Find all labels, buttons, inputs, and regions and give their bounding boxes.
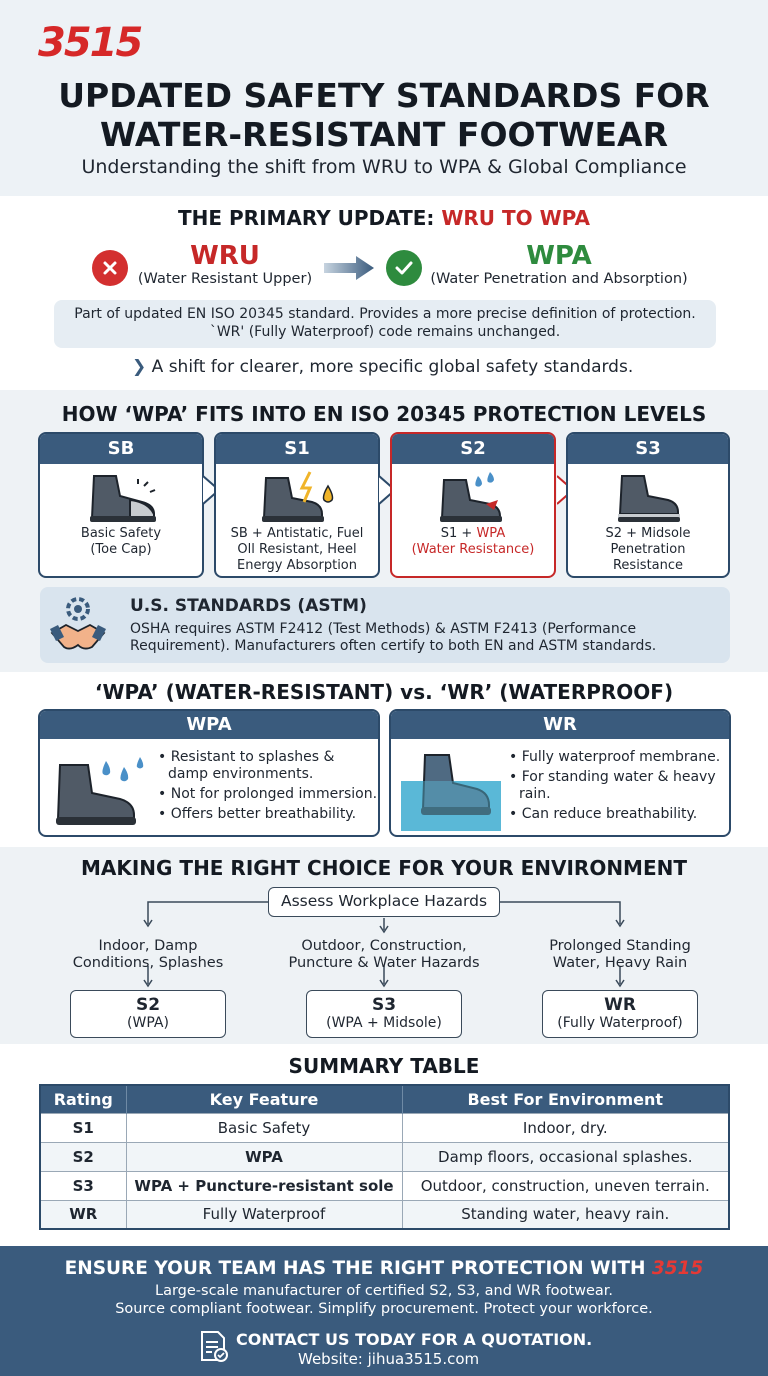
point-text: Resistant to splashes & damp environments. xyxy=(168,749,335,782)
note-line1: Part of updated EN ISO 20345 standard. Provides a more precise definition of protection. xyxy=(74,306,696,322)
new-code: WPA xyxy=(526,241,592,271)
level-desc-line2: (Toe Cap) xyxy=(90,542,152,557)
level-desc xyxy=(392,526,554,558)
footer-headline xyxy=(0,1258,768,1279)
boot-icon xyxy=(401,751,501,831)
point-text: Can reduce breathability. xyxy=(521,806,698,822)
footer-line1: Large-scale manufacturer of certified S2, S3, and WR footwear. xyxy=(154,1283,614,1299)
astm-line2: Requirement). Manufacturers often certify to both EN and ASTM standards. xyxy=(130,638,657,654)
levels-heading: HOW ‘WPA’ FITS INTO EN ISO 20345 PROTECTION LEVELS xyxy=(61,402,707,426)
outcome-code: S2 xyxy=(135,995,161,1015)
outcome-detail: (WPA) xyxy=(127,1015,169,1031)
heading-highlight: WRU TO WPA xyxy=(441,206,590,230)
branch-label-3 xyxy=(520,938,720,972)
cell-env: Outdoor, construction, uneven terrain. xyxy=(402,1171,729,1200)
outcome-code: WR xyxy=(604,995,636,1015)
note-line2: `WR' (Fully Waterproof) code remains unchanged. xyxy=(209,324,561,340)
astm-box xyxy=(40,587,730,663)
compare-heading: ‘WPA’ (WATER-RESISTANT) vs. ‘WR’ (WATERPROOF) xyxy=(94,680,674,704)
level-desc-line3: Resistance xyxy=(612,558,684,573)
page-subtitle: Understanding the shift from WRU to WPA & Global Compliance xyxy=(81,156,687,178)
cell-rating: WR xyxy=(40,1200,126,1229)
cell-feature: Basic Safety xyxy=(126,1113,402,1142)
primary-note xyxy=(54,300,716,348)
outcome-s3 xyxy=(306,990,462,1038)
primary-update-heading xyxy=(0,206,768,230)
chevron-right-icon: ❯ xyxy=(132,357,147,377)
choice-heading: MAKING THE RIGHT CHOICE FOR YOUR ENVIRONMENT xyxy=(80,856,687,880)
branch-line1: Outdoor, Construction, xyxy=(301,938,467,954)
document-icon xyxy=(198,1330,230,1364)
table-row xyxy=(40,1113,729,1142)
column-header: Rating xyxy=(40,1085,126,1113)
level-card-s2 xyxy=(390,432,556,578)
branch-label-2 xyxy=(270,938,498,972)
astm-line1: OSHA requires ASTM F2412 (Test Methods) & ASTM F2413 (Performance xyxy=(130,621,637,637)
level-code: S1 xyxy=(216,434,378,464)
table-row xyxy=(40,1142,729,1171)
wr-points xyxy=(509,749,729,826)
branch-line2: Conditions, Splashes xyxy=(72,955,224,971)
boot-icon xyxy=(260,470,340,524)
outcome-wr xyxy=(542,990,698,1038)
cta-text: CONTACT US TODAY FOR A QUOTATION. xyxy=(236,1330,593,1349)
cell-env: Damp floors, occasional splashes. xyxy=(402,1142,729,1171)
wpa-title: WPA xyxy=(40,711,378,739)
list-item: • For standing water & heavy rain. xyxy=(509,769,716,802)
boot-icon xyxy=(438,470,514,524)
cell-feature: WPA + Puncture-resistant sole xyxy=(126,1171,402,1200)
level-card-s1 xyxy=(214,432,380,578)
level-code: S2 xyxy=(392,434,554,464)
outcome-code: S3 xyxy=(371,995,397,1015)
level-desc-line1: SB + Antistatic, Fuel xyxy=(230,526,364,541)
footer xyxy=(0,1246,768,1376)
brand-logo: 3515 xyxy=(38,20,142,66)
page-title-line2: WATER-RESISTANT FOOTWEAR xyxy=(100,115,668,154)
shift-statement xyxy=(132,357,633,377)
level-code: SB xyxy=(40,434,202,464)
summary-table xyxy=(39,1084,730,1230)
cell-env: Standing water, heavy rain. xyxy=(402,1200,729,1229)
point-text: Fully waterproof membrane. xyxy=(521,749,721,765)
outcome-detail: (Fully Waterproof) xyxy=(557,1015,683,1031)
level-desc-line1: Basic Safety xyxy=(80,526,162,541)
website-link[interactable]: Website: jihua3515.com xyxy=(298,1350,480,1368)
point-text: For standing water & heavy rain. xyxy=(519,769,716,802)
shift-text: A shift for clearer, more specific global safety standards. xyxy=(151,357,634,377)
level-desc-line2: Oll Resistant, Heel xyxy=(237,542,357,557)
new-desc: (Water Penetration and Absorption) xyxy=(430,271,688,287)
footer-line2: Source compliant footwear. Simplify procurement. Protect your workforce. xyxy=(115,1301,653,1317)
check-circle-icon xyxy=(386,250,422,286)
level-desc-line2: Penetration xyxy=(610,542,686,557)
column-header: Key Feature xyxy=(126,1085,402,1113)
level-card-sb xyxy=(38,432,204,578)
level-desc-prefix: S1 + xyxy=(440,526,477,541)
cell-rating: S2 xyxy=(40,1142,126,1171)
cell-rating: S1 xyxy=(40,1113,126,1142)
table-row xyxy=(40,1200,729,1229)
level-card-s3 xyxy=(566,432,730,578)
footer-headline-text: ENSURE YOUR TEAM HAS THE RIGHT PROTECTION WITH xyxy=(64,1258,652,1279)
point-text: Offers better breathability. xyxy=(170,806,357,822)
old-desc: (Water Resistant Upper) xyxy=(137,271,313,287)
wpa-points xyxy=(158,749,378,826)
cell-rating: S3 xyxy=(40,1171,126,1200)
branch-line1: Prolonged Standing xyxy=(549,938,691,954)
cell-feature: Fully Waterproof xyxy=(126,1200,402,1229)
heading-prefix: THE PRIMARY UPDATE: xyxy=(178,206,442,230)
footer-body xyxy=(0,1282,768,1318)
table-row xyxy=(40,1171,729,1200)
summary-heading: SUMMARY TABLE xyxy=(288,1054,480,1078)
outcome-s2 xyxy=(70,990,226,1038)
boot-icon xyxy=(86,472,160,524)
list-item: • Not for prolonged immersion. xyxy=(158,786,378,802)
column-header: Best For Environment xyxy=(402,1085,729,1113)
level-desc-line2: (Water Resistance) xyxy=(411,542,535,557)
old-code: WRU xyxy=(190,241,260,271)
list-item: • Can reduce breathability. xyxy=(509,806,698,822)
arrow-right-icon xyxy=(322,254,376,282)
wr-title: WR xyxy=(391,711,729,739)
page-title-line1: UPDATED SAFETY STANDARDS FOR xyxy=(58,76,710,115)
cell-env: Indoor, dry. xyxy=(402,1113,729,1142)
point-text: Not for prolonged immersion. xyxy=(170,786,378,802)
level-code: S3 xyxy=(568,434,728,464)
footer-logo: 3515 xyxy=(651,1258,704,1279)
x-circle-icon xyxy=(92,250,128,286)
list-item: • Resistant to splashes & damp environments. xyxy=(158,749,335,782)
astm-body xyxy=(130,621,656,655)
list-item: • Fully waterproof membrane. xyxy=(509,749,721,765)
level-desc xyxy=(216,526,378,574)
level-desc-highlight: WPA xyxy=(476,526,506,541)
wpa-card xyxy=(38,709,380,837)
level-desc-line1 xyxy=(392,526,554,542)
branch-line1: Indoor, Damp xyxy=(98,938,198,954)
level-desc-line1: S2 + Midsole xyxy=(605,526,691,541)
branch-line2: Puncture & Water Hazards xyxy=(288,955,480,971)
decision-root: Assess Workplace Hazards xyxy=(268,887,500,917)
wr-card xyxy=(389,709,731,837)
boot-icon xyxy=(50,751,150,831)
handshake-gear-icon xyxy=(48,593,108,655)
outcome-detail: (WPA + Midsole) xyxy=(326,1015,442,1031)
branch-line2: Water, Heavy Rain xyxy=(552,955,688,971)
level-desc xyxy=(40,526,202,558)
branch-label-1 xyxy=(48,938,248,972)
level-desc-line3: Energy Absorption xyxy=(236,558,357,573)
astm-title: U.S. STANDARDS (ASTM) xyxy=(130,596,367,616)
boot-icon xyxy=(614,470,686,524)
level-desc xyxy=(568,526,728,574)
table-header-row xyxy=(40,1085,729,1113)
list-item: • Offers better breathability. xyxy=(158,806,357,822)
cell-feature: WPA xyxy=(126,1142,402,1171)
